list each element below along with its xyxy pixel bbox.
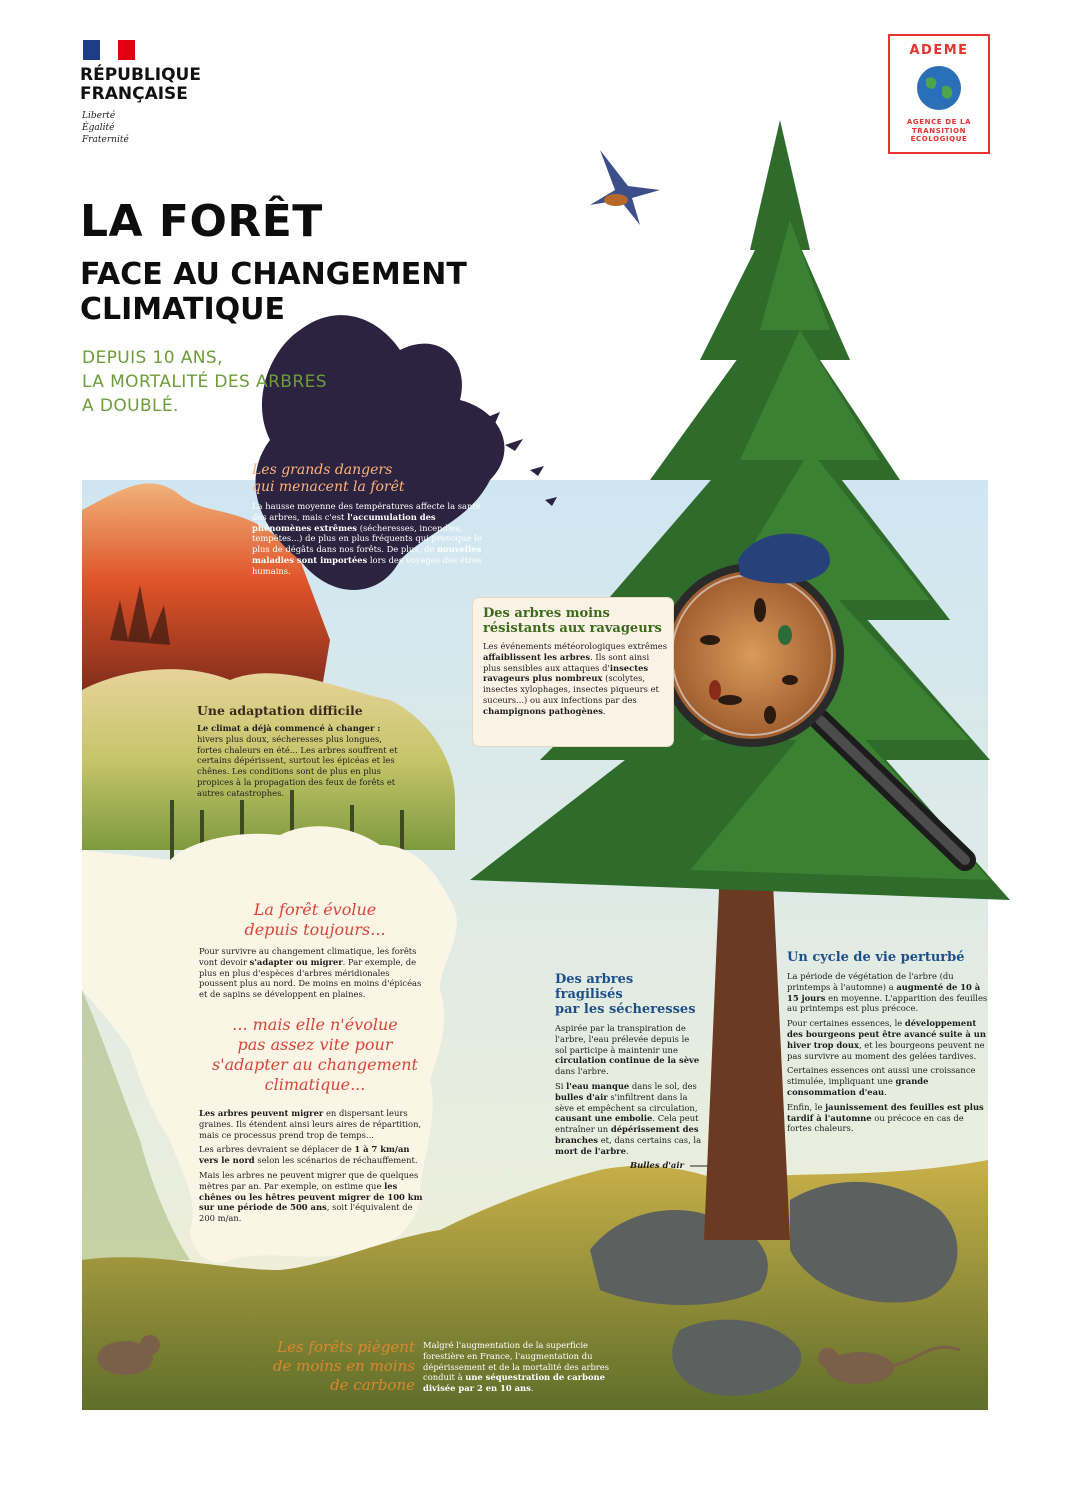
mortality-statement: DEPUIS 10 ANS, LA MORTALITÉ DES ARBRES A DOUBLÉ. — [82, 348, 327, 416]
ademe-logo — [888, 34, 990, 154]
globe-icon — [916, 65, 962, 111]
evolution-text: Pour survivre au changement climatique, les forêts vont devoir s'adapter ou migrer. Par exemple, de plus en plus d'espèces d'arbres méridionales poussent plus au nord. De moins en moins d'épicéas et de sapins se développent en plaines. — [199, 946, 422, 1000]
cycle-text — [787, 971, 989, 1134]
ademe-subtitle: AGENCE DE LA TRANSITION ÉCOLOGIQUE — [906, 118, 972, 143]
dangers-title: Les grands dangers qui menacent la forêt — [252, 462, 405, 495]
cycle-paragraph-4: Enfin, le jaunissement des feuilles est plus tardif à l'automne ou précoce en cas de fortes chaleurs. — [787, 1101, 984, 1134]
evolution-title: La forêt évolue depuis toujours... — [244, 900, 386, 939]
adaptation-text: Le climat a déjà commencé à changer : hivers plus doux, sécheresses plus longues, fortes chaleurs en été... Les arbres souffrent et certains dépérissent, surtout les épicéas et les chênes. Les conditions sont de plus en plus propices à la propagation des feux de forêts et autres catastrophes. — [197, 723, 398, 798]
drought-paragraph-1: Aspirée par la transpiration de l'arbre, l'eau prélevée depuis le sol participe à maintenir une circulation continue de la sève dans l'arbre. — [555, 1023, 700, 1077]
migration-paragraph-1: Les arbres peuvent migrer en dispersant leurs graines. Ils étendent ainsi leurs aires de répartition, mais ce processus prend trop de temps... — [199, 1108, 422, 1140]
cycle-paragraph-3: Certaines essences ont aussi une croissance stimulée, impliquant une grande consommation d'eau. — [787, 1065, 976, 1097]
dangers-text: La hausse moyenne des températures affecte la santé des arbres, mais c'est l'accumulation des phénomènes extrêmes (sécheresses, incendies, tempêtes...) de plus en plus fréquents qui provoque le plus de dégâts dans nos forêts. De plus, de nouvelles maladies sont importées lors des voyages des êtres humains. — [252, 501, 482, 576]
republic-motto: Liberté Égalité Fraternité — [82, 111, 129, 145]
page-subtitle: FACE AU CHANGEMENT CLIMATIQUE — [80, 257, 467, 327]
carbon-text: Malgré l'augmentation de la superficie forestière en France, l'augmentation du dépérissement et de la mortalité des arbres conduit à une séquestration de carbone divisée par 2 en 10 ans. — [423, 1340, 610, 1394]
adaptation-title: Une adaptation difficile — [197, 703, 363, 718]
bird-illustration — [590, 150, 660, 225]
migration-text — [199, 1108, 429, 1228]
marianne-flag-logo — [83, 40, 135, 60]
migration-paragraph-3: Mais les arbres ne peuvent migrer que de quelques mètres par an. Par exemple, on estime que les chênes ou les hêtres peuvent migrer de 100 km sur une période de 500 ans, soit l'équivalent de 200 m/an. — [199, 1169, 423, 1224]
pests-text: Les événements météorologiques extrêmes affaiblissent les arbres. Ils sont ainsi plus sensibles aux attaques d'insectes ravageurs plus nombreux (scolytes, insectes xylophages, insectes piqueurs et suceurs...) ou aux infections par des champignons pathogènes. — [483, 641, 668, 716]
drought-text — [555, 1023, 703, 1157]
cycle-paragraph-2: Pour certaines essences, le développement des bourgeons peut être avancé suite à un hiver trop doux, et les bourgeons peuvent ne pas survivre au moment des gelées tardives. — [787, 1018, 986, 1061]
carbon-title: Les forêts piègent de moins en moins de carbone — [272, 1338, 415, 1394]
evolution-title-2: ... mais elle n'évolue pas assez vite pour s'adapter au changement climatique... — [212, 1015, 418, 1094]
ademe-name: ADEME — [909, 43, 969, 58]
migration-paragraph-2: Les arbres devraient se déplacer de 1 à 7 km/an vers le nord selon les scénarios de réchauffement. — [199, 1144, 418, 1166]
pests-section — [473, 598, 673, 746]
pests-title: Des arbres moins résistants aux ravageurs — [483, 606, 662, 636]
cycle-title: Un cycle de vie perturbé — [787, 950, 965, 965]
bubbles-label: Bulles d'air — [630, 1160, 684, 1170]
cycle-section — [787, 950, 989, 1160]
cycle-paragraph-1: La période de végétation de l'arbre (du printemps à l'automne) a augmenté de 10 à 15 jours en moyenne. L'apparition des feuilles au printemps est plus précoce. — [787, 971, 988, 1014]
adaptation-section — [197, 703, 402, 799]
page-title: LA FORÊT — [80, 196, 323, 247]
republique-francaise: RÉPUBLIQUE FRANÇAISE — [80, 65, 201, 104]
drought-section — [555, 972, 703, 1161]
dangers-section — [252, 462, 492, 577]
drought-title: Des arbres fragilisés par les sécheresses — [555, 972, 696, 1017]
drought-paragraph-2: Si l'eau manque dans le sol, des bulles d'air s'infiltrent dans la sève et empêchent sa circulation, causant une embolie. Cela peut entraîner un dépérissement des branches et, dans certains cas, la mort de l'arbre. — [555, 1080, 702, 1156]
